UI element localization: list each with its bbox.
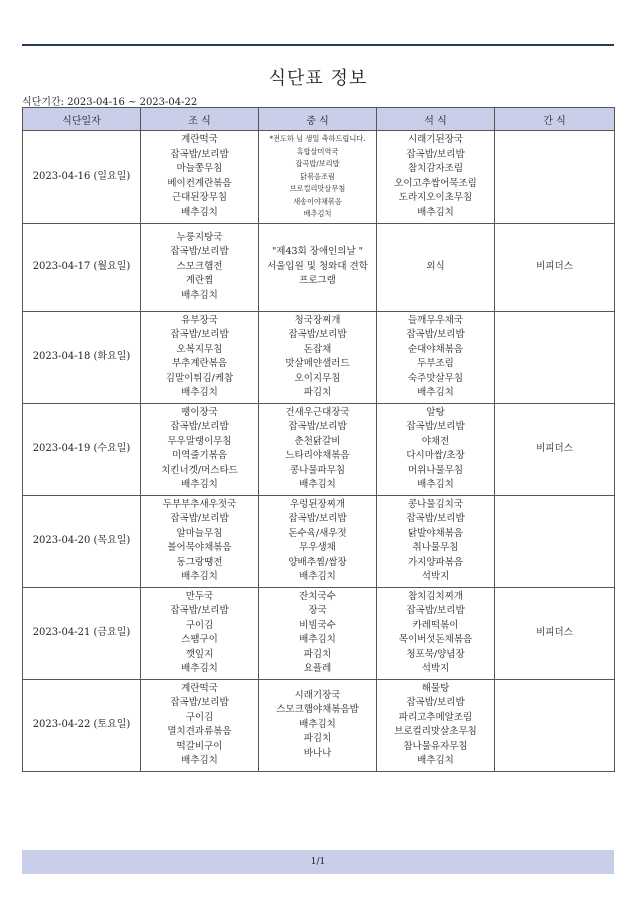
header-row — [23, 108, 615, 131]
lunch-cell — [259, 311, 377, 403]
menu-item: 배추김치 — [303, 209, 332, 218]
menu-item: 청국장찌개 — [294, 314, 341, 326]
menu-item: 잔치국수 — [299, 590, 336, 602]
menu-item: 카레떡볶이 — [412, 619, 459, 631]
menu-item: 콩나물파무침 — [289, 464, 346, 476]
menu-item: 미역줄기볶음 — [171, 450, 228, 461]
menu-item: 비피더스 — [536, 260, 573, 272]
lunch-cell — [259, 679, 377, 771]
snack-cell — [495, 131, 615, 224]
menu-item: 오이지무침 — [294, 372, 341, 384]
table-row — [23, 311, 615, 403]
menu-item: 춘천닭갈비 — [294, 435, 341, 447]
menu-item: 만두국 — [185, 590, 214, 602]
header-date: 식단일자 — [23, 108, 141, 131]
menu-item: 석박지 — [421, 663, 450, 674]
menu-item: 우렁된장찌개 — [289, 498, 346, 510]
menu-item: 잡곡밥/보리밥 — [170, 605, 229, 616]
menu-item: 동그랑땡전 — [176, 556, 223, 568]
menu-item: 흑합살미역국 — [296, 146, 339, 156]
dinner-cell — [377, 131, 495, 224]
menu-item: 비피더스 — [536, 442, 573, 454]
menu-item: 파김치 — [303, 387, 332, 398]
menu-item: 목이버섯돈채볶음 — [398, 634, 473, 645]
menu-item: 오복지무침 — [176, 343, 223, 355]
menu-item: 잡곡밥/보리밥 — [170, 513, 229, 524]
top-divider — [22, 44, 614, 46]
menu-item: 팽이장국 — [181, 406, 218, 418]
menu-item: 브로컬리맛살초무침 — [394, 726, 477, 737]
menu-item: 부추계란볶음 — [171, 358, 228, 369]
header-breakfast: 조 식 — [141, 108, 259, 131]
page-title: 식단표 정보 — [268, 68, 368, 89]
lunch-cell — [259, 131, 377, 224]
dinner-cell — [377, 587, 495, 679]
dinner-cell — [377, 495, 495, 587]
breakfast-cell — [141, 495, 259, 587]
menu-item: 들깨무우채국 — [407, 314, 464, 326]
menu-item: 무우생채 — [299, 542, 336, 553]
menu-item: 스팸구이 — [181, 634, 218, 645]
menu-item: 잡곡밥/보리밥 — [406, 329, 465, 340]
menu-item: 시래기된장국 — [407, 134, 464, 146]
menu-item: 돈잡채 — [303, 343, 332, 355]
page-footer — [22, 850, 614, 874]
menu-item: 콩나물김치국 — [407, 498, 464, 510]
menu-item: 프로그램 — [299, 275, 336, 287]
snack-cell — [495, 403, 615, 495]
menu-item: 잡곡밥/보리밥 — [406, 697, 465, 708]
menu-item: 배추김치 — [299, 634, 336, 645]
menu-item: 바나나 — [303, 747, 332, 759]
menu-item: 참치김치찌개 — [407, 590, 464, 602]
dinner-cell — [377, 311, 495, 403]
snack-cell — [495, 223, 615, 311]
menu-item: 누룽지탕국 — [176, 231, 223, 243]
lunch-cell — [259, 587, 377, 679]
menu-item: 배추김치 — [181, 663, 218, 674]
date-cell: 2023-04-19 (수요일) — [23, 403, 141, 495]
table-row — [23, 223, 615, 311]
menu-item: 머위나물무침 — [407, 464, 464, 476]
menu-item: 양배추찜/쌈장 — [288, 556, 347, 568]
menu-item: 해물탕 — [421, 682, 450, 694]
menu-item: 야채전 — [421, 435, 450, 447]
menu-item: 배추김치 — [299, 479, 336, 490]
menu-item: 유부장국 — [181, 314, 218, 326]
table-row — [23, 403, 615, 495]
menu-item: 배추김치 — [181, 755, 218, 766]
menu-item: 볼어묵야채볶음 — [167, 542, 232, 553]
lunch-cell — [259, 495, 377, 587]
menu-item: 돈수육/새우젓 — [288, 527, 347, 539]
table-row — [23, 587, 615, 679]
date-cell: 2023-04-17 (월요일) — [23, 223, 141, 311]
dinner-cell — [377, 679, 495, 771]
menu-item: 숙주맛살무침 — [407, 372, 464, 384]
menu-item: 장국 — [308, 605, 327, 616]
menu-item: 청포묵/양념장 — [406, 648, 465, 660]
menu-item: 잡곡밥/보리밥 — [288, 421, 347, 432]
menu-item: 배추김치 — [299, 571, 336, 582]
date-cell: 2023-04-22 (토요일) — [23, 679, 141, 771]
snack-cell — [495, 495, 615, 587]
menu-item: 참나물유자무침 — [403, 740, 468, 752]
menu-item: 배추김치 — [181, 206, 218, 218]
lunch-cell — [259, 223, 377, 311]
menu-item: 참치감자조림 — [407, 163, 464, 175]
menu-item: 마늘쫑무침 — [176, 163, 223, 175]
menu-item: 치킨너겟/머스타드 — [161, 464, 238, 476]
menu-item: 계란떡국 — [181, 134, 218, 146]
menu-item: 새송이야채볶음 — [293, 196, 342, 206]
menu-item: 깻잎지 — [185, 648, 214, 660]
header-lunch: 중 식 — [259, 108, 377, 131]
menu-item: 파김치 — [303, 648, 332, 660]
menu-item: 알마늘무침 — [176, 527, 223, 539]
menu-item: 잡곡밥/보리밥 — [406, 513, 465, 524]
menu-item: 요플레 — [303, 663, 332, 674]
menu-item: 배추김치 — [417, 755, 454, 766]
menu-item: 잡곡밥/보리밥 — [406, 421, 465, 432]
header-dinner: 석 식 — [377, 108, 495, 131]
snack-cell — [495, 679, 615, 771]
snack-cell — [495, 587, 615, 679]
menu-item: 멸치견과류볶음 — [167, 726, 232, 737]
menu-table — [22, 107, 615, 772]
menu-item: 배추김치 — [417, 206, 454, 218]
menu-item: 다시마쌈/초장 — [406, 450, 465, 461]
table-row — [23, 131, 615, 224]
menu-item: 잡곡밥/보리밥 — [170, 697, 229, 708]
menu-item: 가지양파볶음 — [407, 556, 464, 568]
menu-item: 잡곡밥/보리밥 — [295, 159, 340, 168]
breakfast-cell — [141, 131, 259, 224]
menu-item: 파김치 — [303, 733, 332, 745]
menu-item: 계란찜 — [185, 275, 214, 287]
menu-item: 떡갈비구이 — [176, 740, 223, 752]
menu-item: 배추김치 — [299, 718, 336, 730]
menu-item: 스모크햄야채볶음밥 — [276, 704, 359, 716]
menu-item: 잡곡밥/보리밥 — [406, 605, 465, 616]
menu-item: 배추김치 — [181, 571, 218, 582]
menu-body — [23, 131, 615, 772]
menu-item: 잡곡밥/보리밥 — [170, 148, 229, 160]
lunch-cell — [259, 403, 377, 495]
menu-item: 두부부추새우젓국 — [162, 498, 237, 510]
page-indicator: 1/1 — [310, 857, 326, 867]
menu-item: 김말이튀김/케찹 — [165, 372, 234, 384]
breakfast-cell — [141, 223, 259, 311]
menu-item: 베이컨계란볶음 — [167, 177, 232, 189]
date-cell: 2023-04-20 (목요일) — [23, 495, 141, 587]
menu-item: 맛살메얀샐러드 — [285, 358, 350, 369]
date-cell: 2023-04-21 (금요일) — [23, 587, 141, 679]
menu-item: "제43회 장애인의날 " — [271, 246, 364, 258]
menu-item: 외식 — [426, 260, 445, 272]
menu-item: 근대된장무침 — [171, 192, 228, 204]
menu-item: 잡곡밥/보리밥 — [170, 421, 229, 432]
menu-item: 배추김치 — [417, 387, 454, 398]
breakfast-cell — [141, 587, 259, 679]
menu-item: 닭볶음조림 — [300, 171, 335, 181]
menu-item: 잡곡밥/보리밥 — [288, 329, 347, 340]
menu-item: 알탕 — [426, 406, 445, 418]
menu-item: 배추김치 — [417, 479, 454, 490]
menu-item: 건새우근대장국 — [285, 406, 350, 418]
menu-item: 잡곡밥/보리밥 — [170, 329, 229, 340]
menu-item: 브로컬리맛살무침 — [289, 184, 346, 193]
menu-item: 느타리야채볶음 — [285, 450, 350, 461]
date-cell: 2023-04-18 (화요일) — [23, 311, 141, 403]
menu-item: 도라지오이초무침 — [398, 192, 473, 204]
header-snack: 간 식 — [495, 108, 615, 131]
menu-item: 비빔국수 — [299, 619, 336, 631]
breakfast-cell — [141, 679, 259, 771]
menu-item: 순대야채볶음 — [407, 343, 464, 355]
menu-item: 석박지 — [421, 571, 450, 582]
dinner-cell — [377, 403, 495, 495]
menu-item: 잡곡밥/보리밥 — [288, 513, 347, 524]
menu-item: 배추김치 — [181, 289, 218, 301]
menu-item: 배추김치 — [181, 387, 218, 398]
table-row — [23, 495, 615, 587]
menu-item: 잡곡밥/보리밥 — [406, 148, 465, 160]
date-cell: 2023-04-16 (일요일) — [23, 131, 141, 224]
menu-item: 닭발야채볶음 — [407, 527, 464, 539]
table-row — [23, 679, 615, 771]
dinner-cell — [377, 223, 495, 311]
menu-item: 잡곡밥/보리밥 — [170, 246, 229, 258]
menu-item: 계란떡국 — [181, 682, 218, 694]
menu-item: 취나물무침 — [412, 542, 459, 553]
menu-item: 무우말랭이무침 — [167, 435, 232, 447]
menu-item: 두부조림 — [417, 358, 454, 369]
menu-item: *전도하 님 생일 축하드립니다. — [269, 134, 366, 143]
breakfast-cell — [141, 311, 259, 403]
menu-period: 식단기간: 2023-04-16 ~ 2023-04-22 — [22, 97, 198, 108]
snack-cell — [495, 311, 615, 403]
menu-item: 서울입원 및 청와대 견학 — [267, 260, 368, 272]
menu-item: 오이고추쌈어묵조림 — [394, 177, 477, 189]
menu-item: 배추김치 — [181, 479, 218, 490]
menu-item: 구이김 — [185, 619, 214, 631]
menu-item: 비피더스 — [536, 626, 573, 638]
menu-item: 스모크햄전 — [176, 260, 223, 272]
menu-item: 시래기장국 — [294, 689, 341, 701]
menu-item: 구이김 — [185, 711, 214, 723]
breakfast-cell — [141, 403, 259, 495]
menu-item: 파리고추메알조림 — [398, 711, 473, 723]
